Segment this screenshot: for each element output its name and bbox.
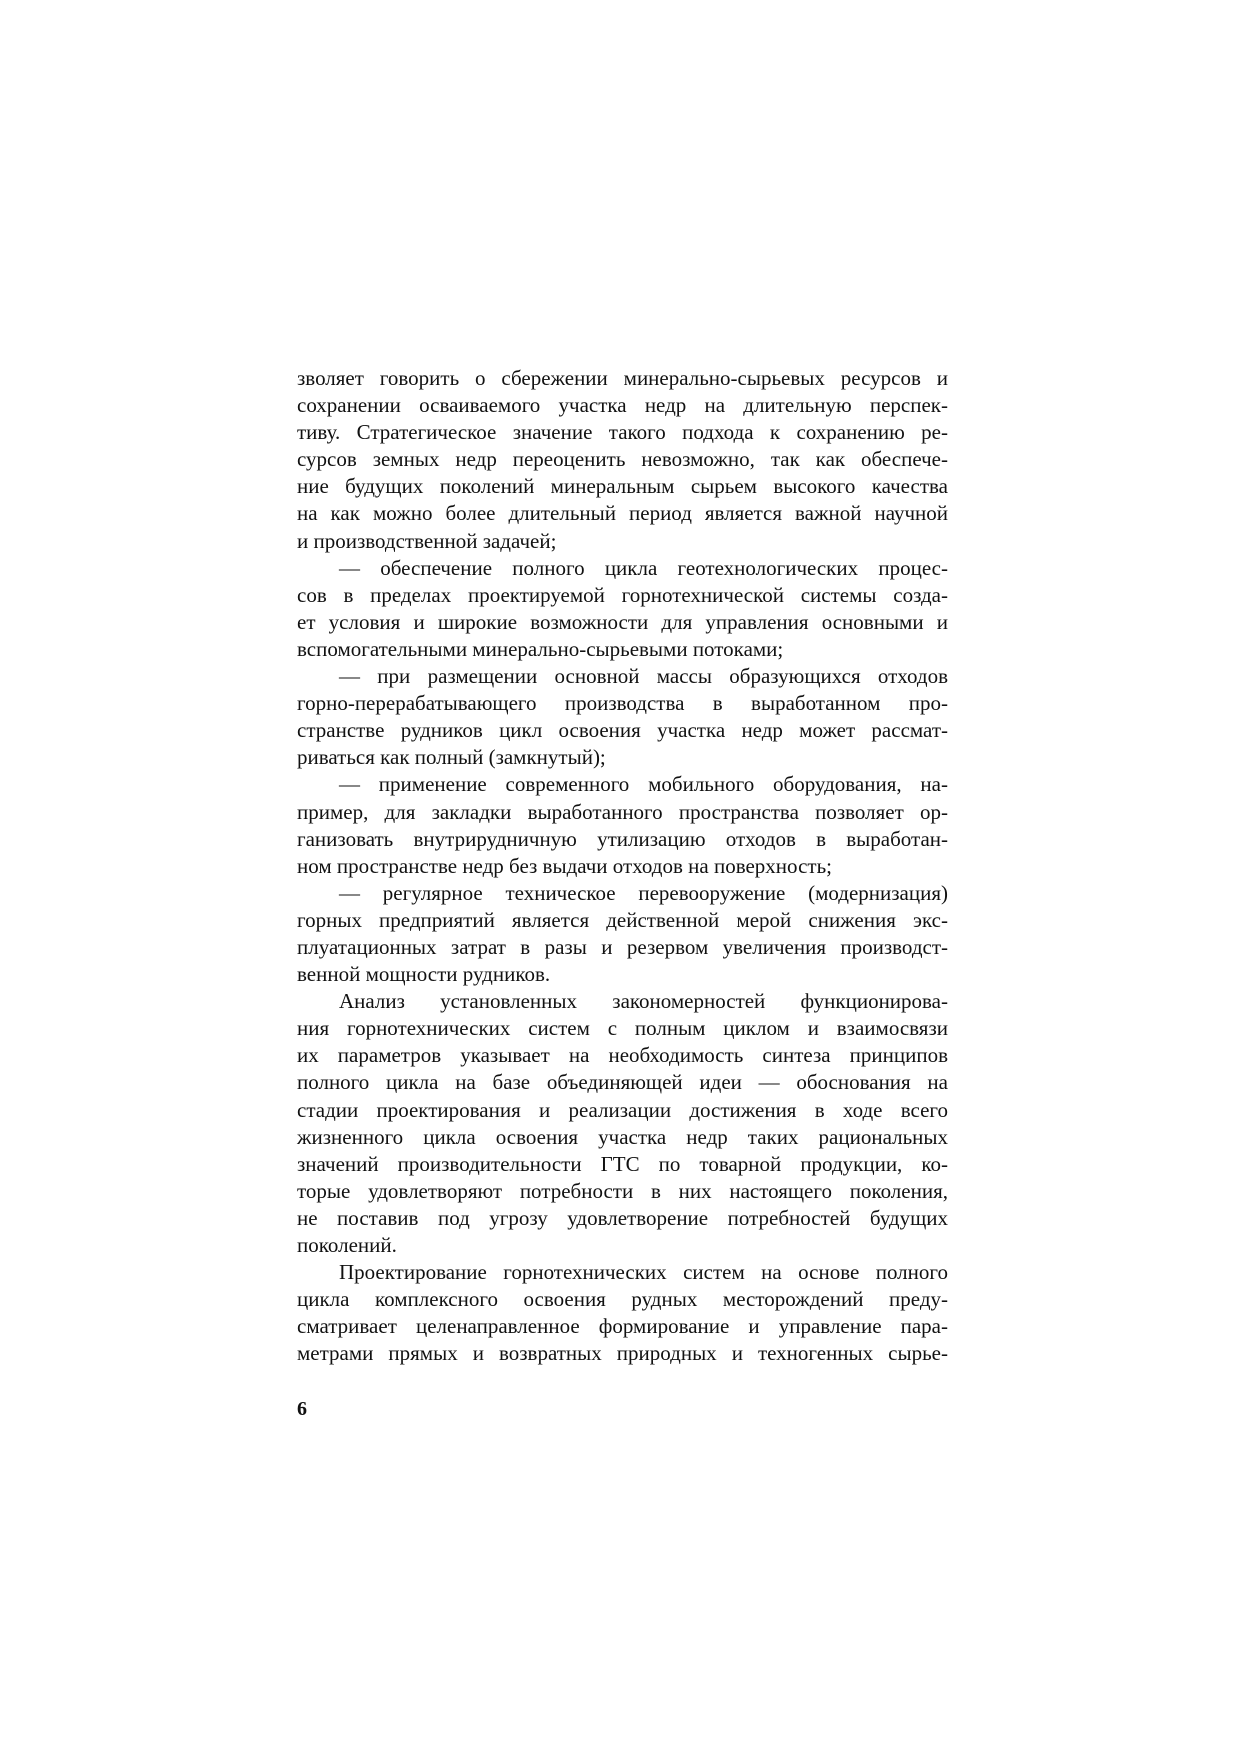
text-line: полного цикла на базе объединяющей идеи — обоснования на bbox=[297, 1070, 948, 1095]
body-text bbox=[297, 365, 948, 1367]
text-line: вспомогательными минерально-сырьевыми потоками; bbox=[297, 636, 784, 661]
text-line: странстве рудников цикл освоения участка недр может рассмат- bbox=[297, 718, 948, 743]
text-line: поколений. bbox=[297, 1233, 397, 1257]
page-number: 6 bbox=[297, 1398, 307, 1420]
text-line: значений производительности ГТС по товарной продукции, ко- bbox=[297, 1151, 948, 1176]
text-line: — применение современного мобильного оборудования, на- bbox=[339, 772, 948, 797]
text-line: на как можно более длительный период является важной научной bbox=[297, 501, 948, 526]
text-line: жизненного цикла освоения участка недр таких рациональных bbox=[297, 1124, 948, 1149]
text-line: сматривает целенаправленное формирование и управление пара- bbox=[297, 1314, 948, 1339]
text-line: цикла комплексного освоения рудных месторождений преду- bbox=[297, 1287, 948, 1312]
text-line: торые удовлетворяют потребности в них настоящего поколения, bbox=[297, 1178, 948, 1203]
text-line: ганизовать внутрирудничную утилизацию отходов в выработан- bbox=[297, 826, 948, 851]
text-line: венной мощности рудников. bbox=[297, 962, 551, 987]
text-line: горных предприятий является действенной мерой снижения экс- bbox=[297, 907, 948, 932]
text-line: не поставив под угрозу удовлетворение потребностей будущих bbox=[297, 1205, 948, 1230]
text-line: зволяет говорить о сбережении минерально-сырьевых ресурсов и bbox=[297, 366, 948, 390]
text-line: риваться как полный (замкнутый); bbox=[297, 745, 606, 770]
text-line: сов в пределах проектируемой горнотехнической системы созда- bbox=[297, 582, 948, 607]
text-line: плуатационных затрат в разы и резервом увеличения производст- bbox=[297, 934, 948, 959]
text-line: и производственной задачей; bbox=[297, 528, 557, 553]
text-line: сурсов земных недр переоценить невозможно, так как обеспече- bbox=[297, 447, 948, 472]
text-line: ном пространстве недр без выдачи отходов на поверхность; bbox=[297, 853, 832, 878]
text-line: метрами прямых и возвратных природных и техногенных сырье- bbox=[297, 1341, 948, 1366]
text-line: ние будущих поколений минеральным сырьем высокого качества bbox=[297, 474, 948, 499]
text-line: ет условия и широкие возможности для управления основными и bbox=[297, 609, 948, 634]
text-line: пример, для закладки выработанного пространства позволяет ор- bbox=[297, 799, 948, 824]
text-line: — регулярное техническое перевооружение (модернизация) bbox=[339, 880, 948, 905]
text-line: Проектирование горнотехнических систем на основе полного bbox=[339, 1260, 948, 1285]
text-line: горно-перерабатывающего производства в выработанном про- bbox=[297, 691, 948, 716]
text-line: сохранении осваиваемого участка недр на длительную перспек- bbox=[297, 393, 948, 418]
text-line: их параметров указывает на необходимость синтеза принципов bbox=[297, 1043, 948, 1068]
text-line: стадии проектирования и реализации достижения в ходе всего bbox=[297, 1097, 948, 1122]
text-line: — обеспечение полного цикла геотехнологических процес- bbox=[339, 555, 948, 580]
text-line: — при размещении основной массы образующихся отходов bbox=[339, 664, 948, 689]
text-line: ния горнотехнических систем с полным циклом и взаимосвязи bbox=[297, 1016, 948, 1041]
text-line: тиву. Стратегическое значение такого подхода к сохранению ре- bbox=[297, 420, 948, 445]
text-line: Анализ установленных закономерностей функционирова- bbox=[339, 989, 948, 1014]
